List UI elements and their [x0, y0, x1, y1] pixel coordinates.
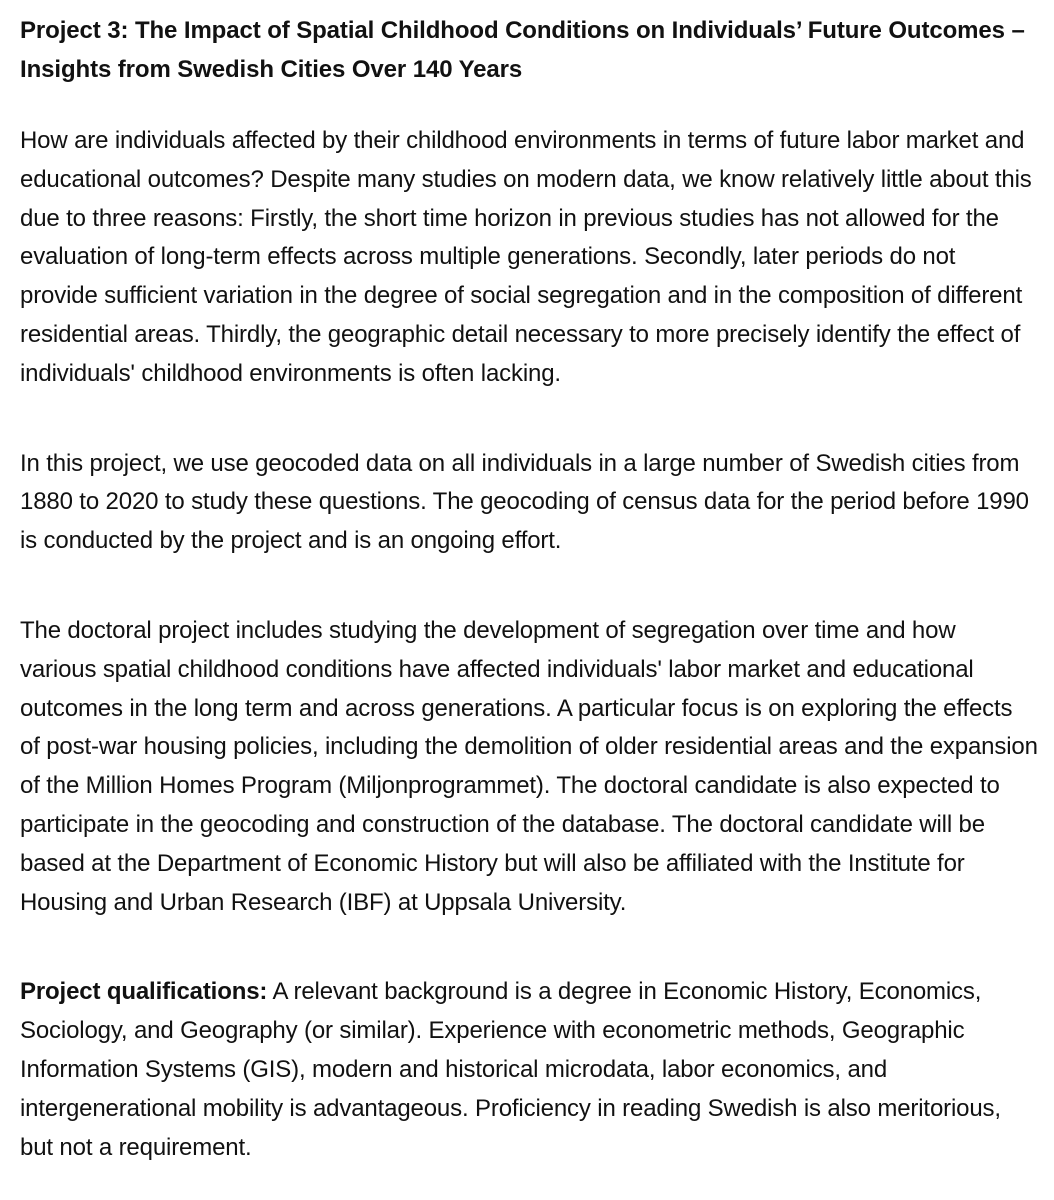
qualifications-text: A relevant background is a degree in Economic History, Economics, Sociology, and Geography (or similar). Experience with econometric methods, Geographic Information Systems (GIS), modern and historical microdata, labor economics, and intergenerational mobility is advantageous. Proficiency in reading Swedish is also meritorious, but not a requirement. [20, 978, 1001, 1161]
paragraph-intro: How are individuals affected by their childhood environments in terms of future labor market and educational outcomes? Despite many studies on modern data, we know relatively little about this due to three reasons: Firstly, the short time horizon in previous studies has not allowed for the evaluation of long-term effects across multiple generations. Secondly, later periods do not provide sufficient variation in the degree of social segregation and in the composition of different residential areas. Thirdly, the geographic detail necessary to more precisely identify the effect of individuals' childhood environments is often lacking. [20, 127, 1032, 387]
paragraph-doctoral-project: The doctoral project includes studying the development of segregation over time and how various spatial childhood conditions have affected individuals' labor market and educational outcomes in the long term and across generations. A particular focus is on exploring the effects of post-war housing policies, including the demolition of older residential areas and the expansion of the Million Homes Program (Miljonprogrammet). The doctoral candidate is also expected to participate in the geocoding and construction of the database. The doctoral candidate will be based at the Department of Economic History but will also be affiliated with the Institute for Housing and Urban Research (IBF) at Uppsala University. [20, 616, 1038, 916]
project-title: Project 3: The Impact of Spatial Childhood Conditions on Individuals’ Future Outcomes – Insights from Swedish Cities Over 140 Years [20, 17, 1025, 83]
paragraph-qualifications [20, 973, 1038, 1167]
document [20, 11, 1038, 1167]
qualifications-label: Project qualifications: [20, 978, 268, 1006]
paragraph-data: In this project, we use geocoded data on all individuals in a large number of Swedish cities from 1880 to 2020 to study these questions. The geocoding of census data for the period before 1990 is conducted by the project and is an ongoing effort. [20, 449, 1029, 555]
